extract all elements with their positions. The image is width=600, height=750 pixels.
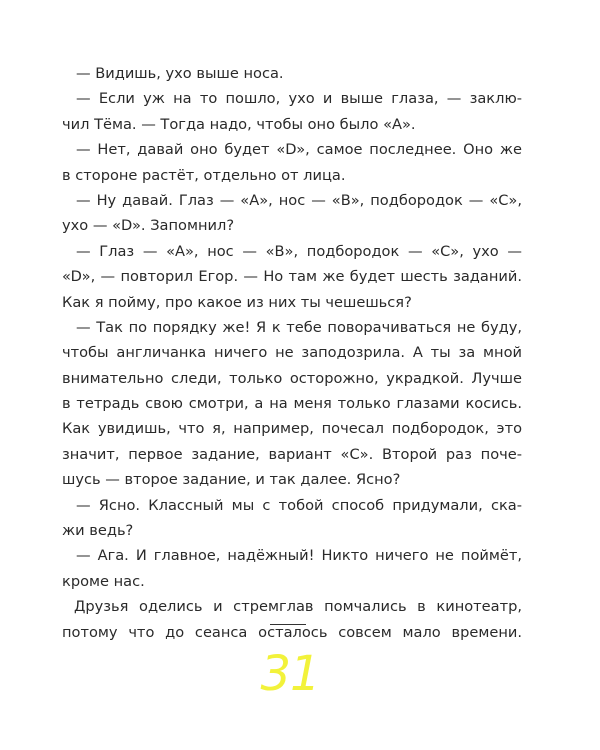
text-line: «D», — повторил Егор. — Но там же будет шесть заданий.: [62, 268, 522, 286]
text-line: чтобы англичанка ничего не заподозрила. А ты за мной: [62, 344, 522, 362]
text-line: потому что до сеанса осталось совсем мало времени.: [62, 623, 522, 641]
text-line: внимательно следи, только осторожно, украдкой. Лучше: [62, 369, 522, 387]
text-line: — Глаз — «А», нос — «В», подбородок — «С», ухо —: [76, 242, 522, 260]
text-line: — Так по порядку же! Я к тебе поворачиваться не буду,: [76, 318, 522, 336]
body-text: [62, 61, 522, 645]
text-line: — Если уж на то пошло, ухо и выше глаза, — заклю-: [76, 90, 522, 108]
text-line: в тетрадь свою смотри, а на меня только глазами косись.: [62, 395, 522, 413]
text-line: — Видишь, ухо выше носа.: [76, 65, 284, 82]
text-line: кроме нас.: [62, 572, 145, 590]
text-line: в стороне растёт, отдельно от лица.: [62, 166, 346, 184]
text-line: ухо — «D». Запомнил?: [62, 217, 235, 235]
text-line: шусь — второе задание, и так далее. Ясно?: [62, 471, 401, 489]
text-line: Как увидишь, что я, например, почесал подбородок, это: [62, 420, 522, 438]
text-line: чил Тёма. — Тогда надо, чтобы оно было «А».: [62, 115, 416, 133]
section-divider: [270, 624, 306, 625]
text-line: — Ясно. Классный мы с тобой способ придумали, ска-: [76, 496, 522, 514]
text-line: — Ага. И главное, надёжный! Никто ничего не поймёт,: [76, 547, 522, 565]
text-line: Друзья оделись и стремглав помчались в кинотеатр,: [74, 598, 522, 616]
page-number: 31: [260, 646, 320, 702]
text-line: Как я пойму, про какое из них ты чешешься?: [62, 293, 412, 311]
text-line: — Ну давай. Глаз — «А», нос — «В», подбородок — «С»,: [76, 191, 522, 209]
text-line: значит, первое задание, вариант «С». Второй раз поче-: [62, 445, 522, 463]
text-line: жи ведь?: [62, 522, 134, 540]
text-line: — Нет, давай оно будет «D», самое последнее. Оно же: [76, 141, 522, 159]
